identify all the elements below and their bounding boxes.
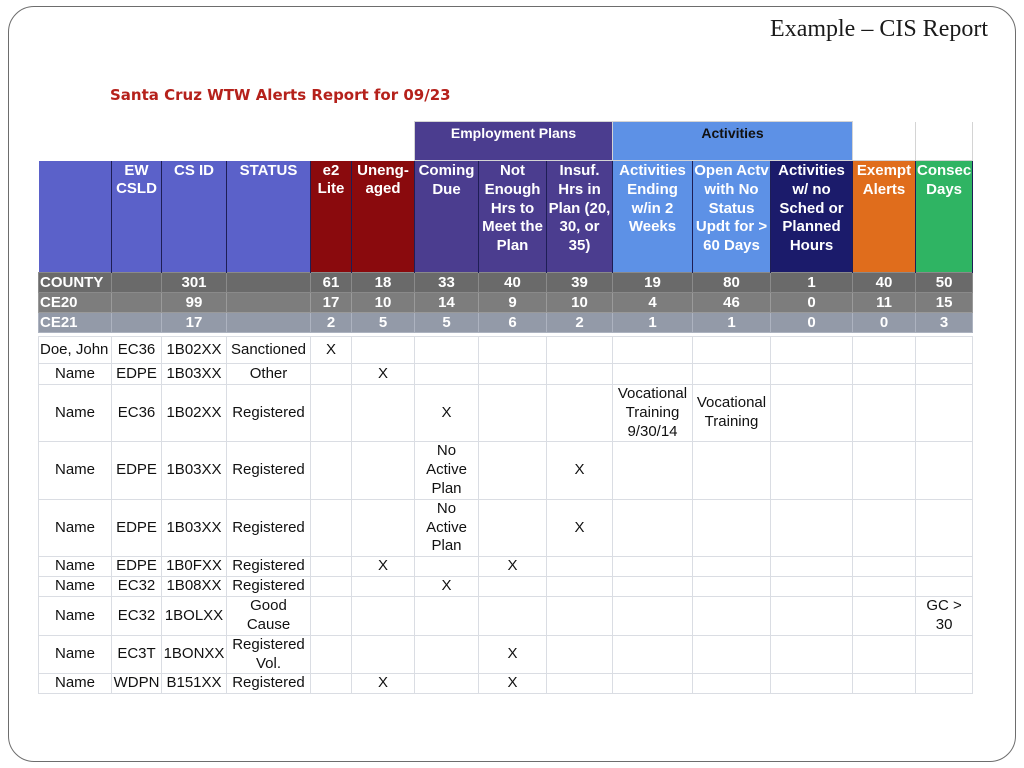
e2-lite-cell <box>311 635 352 674</box>
insuf-cell <box>547 674 613 694</box>
insuf-cell <box>547 385 613 442</box>
e2-lite-cell: X <box>311 337 352 364</box>
summary-not-enough: 9 <box>479 293 547 313</box>
table-row <box>39 385 973 442</box>
ew-csld-cell: EDPE <box>112 557 162 577</box>
coming-due-cell: X <box>415 385 479 442</box>
exempt-cell <box>853 577 916 597</box>
table-row <box>39 337 973 364</box>
name-cell: Name <box>39 557 112 577</box>
not-enough-cell <box>479 442 547 499</box>
open-actv-cell <box>693 337 771 364</box>
ew-csld-cell: EC32 <box>112 577 162 597</box>
report-title: Santa Cruz WTW Alerts Report for 09/23 <box>110 86 451 104</box>
cs-id-cell: 1B03XX <box>162 499 227 556</box>
summary-label: CE20 <box>39 293 112 313</box>
no-sched-cell <box>771 557 853 577</box>
coming-due-cell <box>415 635 479 674</box>
activities-ending-cell <box>613 364 693 385</box>
summary-e2-lite: 2 <box>311 313 352 333</box>
summary-cs-id: 99 <box>162 293 227 313</box>
not-enough-cell <box>479 499 547 556</box>
coming-due-cell: No Active Plan <box>415 442 479 499</box>
ew-csld-cell: EDPE <box>112 364 162 385</box>
e2-lite-cell <box>311 364 352 385</box>
unengaged-cell <box>352 385 415 442</box>
not-enough-cell: X <box>479 557 547 577</box>
name-cell: Name <box>39 385 112 442</box>
name-cell: Name <box>39 674 112 694</box>
insuf-cell: X <box>547 499 613 556</box>
table-row <box>39 674 973 694</box>
col-header-exempt-alerts: Exempt Alerts <box>853 161 916 273</box>
name-cell: Name <box>39 442 112 499</box>
activities-ending-cell <box>613 597 693 636</box>
summary-not-enough: 6 <box>479 313 547 333</box>
summary-cell <box>112 273 162 293</box>
cs-id-cell: 1B08XX <box>162 577 227 597</box>
consec-cell <box>916 442 973 499</box>
open-actv-cell: Vocational Training <box>693 385 771 442</box>
name-cell: Name <box>39 597 112 636</box>
status-cell: Sanctioned <box>227 337 311 364</box>
open-actv-cell <box>693 674 771 694</box>
exempt-cell <box>853 442 916 499</box>
insuf-cell <box>547 364 613 385</box>
exempt-cell <box>853 597 916 636</box>
ew-csld-cell: EC32 <box>112 597 162 636</box>
no-sched-cell <box>771 364 853 385</box>
summary-cell <box>227 313 311 333</box>
summary-label: CE21 <box>39 313 112 333</box>
cs-id-cell: 1B02XX <box>162 337 227 364</box>
unengaged-cell <box>352 635 415 674</box>
not-enough-cell <box>479 577 547 597</box>
summary-cell <box>112 293 162 313</box>
summary-ending: 19 <box>613 273 693 293</box>
group-blank-consec <box>916 122 973 161</box>
no-sched-cell <box>771 337 853 364</box>
summary-cs-id: 301 <box>162 273 227 293</box>
cs-id-cell: 1B03XX <box>162 364 227 385</box>
ew-csld-cell: EC3T <box>112 635 162 674</box>
summary-ending: 1 <box>613 313 693 333</box>
summary-ending: 4 <box>613 293 693 313</box>
coming-due-cell <box>415 674 479 694</box>
col-header-ew-csld: EW CSLD <box>112 161 162 273</box>
open-actv-cell <box>693 364 771 385</box>
name-cell: Name <box>39 577 112 597</box>
col-header-not-enough-hrs: Not Enough Hrs to Meet the Plan <box>479 161 547 273</box>
table-row <box>39 557 973 577</box>
consec-cell <box>916 674 973 694</box>
col-header-coming-due: Coming Due <box>415 161 479 273</box>
unengaged-cell <box>352 597 415 636</box>
open-actv-cell <box>693 597 771 636</box>
not-enough-cell <box>479 364 547 385</box>
no-sched-cell <box>771 597 853 636</box>
status-cell: Registered <box>227 577 311 597</box>
group-blank-exempt <box>853 122 916 161</box>
not-enough-cell: X <box>479 674 547 694</box>
insuf-cell <box>547 557 613 577</box>
cs-id-cell: 1BOLXX <box>162 597 227 636</box>
summary-unengaged: 5 <box>352 313 415 333</box>
not-enough-cell <box>479 597 547 636</box>
table-row <box>39 635 973 674</box>
activities-ending-cell <box>613 577 693 597</box>
summary-row-ce21 <box>39 313 973 333</box>
cs-id-cell: 1B02XX <box>162 385 227 442</box>
summary-row-county <box>39 273 973 293</box>
summary-open: 80 <box>693 273 771 293</box>
ew-csld-cell: EC36 <box>112 385 162 442</box>
cs-id-cell: 1B0FXX <box>162 557 227 577</box>
e2-lite-cell <box>311 597 352 636</box>
summary-exempt: 11 <box>853 293 916 313</box>
coming-due-cell: No Active Plan <box>415 499 479 556</box>
table-row <box>39 442 973 499</box>
summary-exempt: 40 <box>853 273 916 293</box>
status-cell: Registered <box>227 499 311 556</box>
no-sched-cell <box>771 442 853 499</box>
insuf-cell <box>547 577 613 597</box>
summary-consec: 3 <box>916 313 973 333</box>
status-cell: Registered <box>227 557 311 577</box>
summary-no-sched: 1 <box>771 273 853 293</box>
insuf-cell <box>547 337 613 364</box>
e2-lite-cell <box>311 674 352 694</box>
summary-not-enough: 40 <box>479 273 547 293</box>
col-header-insuf-hrs: Insuf. Hrs in Plan (20, 30, or 35) <box>547 161 613 273</box>
open-actv-cell <box>693 499 771 556</box>
summary-open: 1 <box>693 313 771 333</box>
insuf-cell <box>547 635 613 674</box>
col-header-open-actv: Open Actv with No Status Updt for > 60 Days <box>693 161 771 273</box>
unengaged-cell <box>352 442 415 499</box>
col-header-cs-id: CS ID <box>162 161 227 273</box>
summary-consec: 50 <box>916 273 973 293</box>
ew-csld-cell: EC36 <box>112 337 162 364</box>
exempt-cell <box>853 557 916 577</box>
not-enough-cell <box>479 385 547 442</box>
not-enough-cell: X <box>479 635 547 674</box>
activities-ending-cell <box>613 337 693 364</box>
name-cell: Name <box>39 635 112 674</box>
status-cell: Registered <box>227 385 311 442</box>
e2-lite-cell <box>311 385 352 442</box>
summary-insuf: 2 <box>547 313 613 333</box>
table-row <box>39 597 973 636</box>
open-actv-cell <box>693 557 771 577</box>
status-cell: Good Cause <box>227 597 311 636</box>
summary-coming-due: 5 <box>415 313 479 333</box>
summary-no-sched: 0 <box>771 313 853 333</box>
summary-exempt: 0 <box>853 313 916 333</box>
summary-coming-due: 14 <box>415 293 479 313</box>
summary-no-sched: 0 <box>771 293 853 313</box>
summary-cell <box>112 313 162 333</box>
summary-e2-lite: 61 <box>311 273 352 293</box>
unengaged-cell: X <box>352 364 415 385</box>
coming-due-cell <box>415 364 479 385</box>
coming-due-cell: X <box>415 577 479 597</box>
cs-id-cell: 1BONXX <box>162 635 227 674</box>
e2-lite-cell <box>311 499 352 556</box>
summary-row-ce20 <box>39 293 973 313</box>
summary-open: 46 <box>693 293 771 313</box>
unengaged-cell: X <box>352 674 415 694</box>
not-enough-cell <box>479 337 547 364</box>
exempt-cell <box>853 337 916 364</box>
group-employment-plans: Employment Plans <box>415 122 613 161</box>
col-header-consec-days: Consec Days <box>916 161 973 273</box>
exempt-cell <box>853 385 916 442</box>
cs-id-cell: 1B03XX <box>162 442 227 499</box>
summary-unengaged: 18 <box>352 273 415 293</box>
col-header-status: STATUS <box>227 161 311 273</box>
unengaged-cell <box>352 499 415 556</box>
summary-consec: 15 <box>916 293 973 313</box>
group-activities: Activities <box>613 122 853 161</box>
summary-insuf: 10 <box>547 293 613 313</box>
no-sched-cell <box>771 499 853 556</box>
insuf-cell <box>547 597 613 636</box>
consec-cell: GC > 30 <box>916 597 973 636</box>
col-header-no-sched: Activities w/ no Sched or Planned Hours <box>771 161 853 273</box>
table-row <box>39 364 973 385</box>
col-header-name <box>39 161 112 273</box>
insuf-cell: X <box>547 442 613 499</box>
slide-title: Example – CIS Report <box>770 16 988 42</box>
exempt-cell <box>853 635 916 674</box>
summary-cell <box>227 293 311 313</box>
consec-cell <box>916 337 973 364</box>
column-header-row <box>39 161 973 273</box>
no-sched-cell <box>771 635 853 674</box>
activities-ending-cell <box>613 499 693 556</box>
no-sched-cell <box>771 577 853 597</box>
unengaged-cell <box>352 337 415 364</box>
no-sched-cell <box>771 674 853 694</box>
coming-due-cell <box>415 337 479 364</box>
status-cell: Registered <box>227 674 311 694</box>
summary-unengaged: 10 <box>352 293 415 313</box>
exempt-cell <box>853 674 916 694</box>
status-cell: Registered <box>227 442 311 499</box>
coming-due-cell <box>415 557 479 577</box>
activities-ending-cell <box>613 635 693 674</box>
ew-csld-cell: EDPE <box>112 442 162 499</box>
e2-lite-cell <box>311 577 352 597</box>
consec-cell <box>916 557 973 577</box>
activities-ending-cell <box>613 674 693 694</box>
e2-lite-cell <box>311 442 352 499</box>
col-header-unengaged: Uneng-aged <box>352 161 415 273</box>
summary-cs-id: 17 <box>162 313 227 333</box>
table-row <box>39 577 973 597</box>
exempt-cell <box>853 499 916 556</box>
consec-cell <box>916 385 973 442</box>
activities-ending-cell: Vocational Training 9/30/14 <box>613 385 693 442</box>
col-header-e2-lite: e2 Lite <box>311 161 352 273</box>
no-sched-cell <box>771 385 853 442</box>
unengaged-cell: X <box>352 557 415 577</box>
consec-cell <box>916 499 973 556</box>
alerts-report-table <box>38 121 973 694</box>
name-cell: Doe, John <box>39 337 112 364</box>
consec-cell <box>916 635 973 674</box>
summary-e2-lite: 17 <box>311 293 352 313</box>
group-blank <box>39 122 415 161</box>
data-rows <box>39 337 973 694</box>
activities-ending-cell <box>613 557 693 577</box>
coming-due-cell <box>415 597 479 636</box>
consec-cell <box>916 577 973 597</box>
summary-insuf: 39 <box>547 273 613 293</box>
summary-cell <box>227 273 311 293</box>
unengaged-cell <box>352 577 415 597</box>
status-cell: Registered Vol. <box>227 635 311 674</box>
consec-cell <box>916 364 973 385</box>
status-cell: Other <box>227 364 311 385</box>
group-header-row <box>39 122 973 161</box>
open-actv-cell <box>693 635 771 674</box>
summary-coming-due: 33 <box>415 273 479 293</box>
exempt-cell <box>853 364 916 385</box>
name-cell: Name <box>39 499 112 556</box>
e2-lite-cell <box>311 557 352 577</box>
open-actv-cell <box>693 442 771 499</box>
summary-label: COUNTY <box>39 273 112 293</box>
open-actv-cell <box>693 577 771 597</box>
col-header-activities-ending: Activities Ending w/in 2 Weeks <box>613 161 693 273</box>
activities-ending-cell <box>613 442 693 499</box>
ew-csld-cell: WDPN <box>112 674 162 694</box>
name-cell: Name <box>39 364 112 385</box>
table-row <box>39 499 973 556</box>
cs-id-cell: B151XX <box>162 674 227 694</box>
ew-csld-cell: EDPE <box>112 499 162 556</box>
